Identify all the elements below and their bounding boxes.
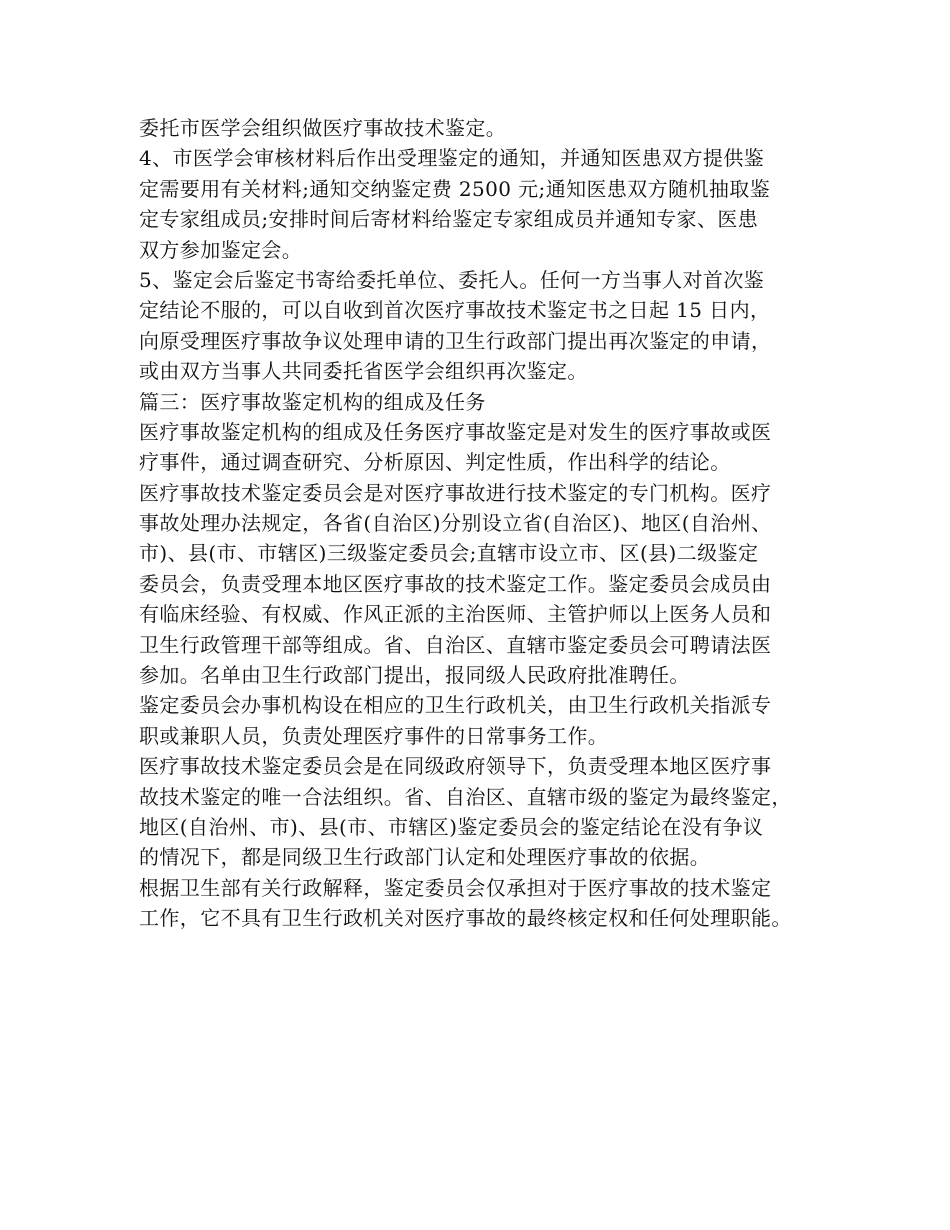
text-line: 或由双方当事人共同委托省医学会组织再次鉴定。 bbox=[139, 359, 588, 384]
text-line: 根据卫生部有关行政解释，鉴定委员会仅承担对于医疗事故的技术鉴定 bbox=[139, 875, 772, 900]
text-line: 的情况下，都是同级卫生行政部门认定和处理医疗事故的依据。 bbox=[139, 845, 711, 870]
text-line: 参加。名单由卫生行政部门提出，报同级人民政府批准聘任。 bbox=[139, 663, 690, 688]
text-line: 定专家组成员;安排时间后寄材料给鉴定专家组成员并通知专家、医患 bbox=[139, 207, 759, 232]
text-line: 5、鉴定会后鉴定书寄给委托单位、委托人。任何一方当事人对首次鉴 bbox=[139, 267, 765, 292]
text-line: 工作，它不具有卫生行政机关对医疗事故的最终核定权和任何处理职能。 bbox=[139, 906, 792, 931]
document-body bbox=[139, 113, 829, 934]
text-line: 疗事件，通过调查研究、分析原因、判定性质，作出科学的结论。 bbox=[139, 450, 731, 475]
text-line: 定需要用有关材料;通知交纳鉴定费 2500 元;通知医患双方随机抽取鉴 bbox=[139, 176, 771, 201]
text-line: 职或兼职人员，负责处理医疗事件的日常事务工作。 bbox=[139, 723, 609, 748]
text-line: 委托市医学会组织做医疗事故技术鉴定。 bbox=[139, 116, 507, 140]
text-line: 委员会，负责受理本地区医疗事故的技术鉴定工作。鉴定委员会成员由 bbox=[139, 571, 772, 596]
text-line: 鉴定委员会办事机构设在相应的卫生行政机关，由卫生行政机关指派专 bbox=[139, 693, 772, 718]
text-line: 医疗事故鉴定机构的组成及任务医疗事故鉴定是对发生的医疗事故或医 bbox=[139, 419, 772, 444]
text-line: 4、市医学会审核材料后作出受理鉴定的通知，并通知医患双方提供鉴 bbox=[139, 146, 765, 171]
text-line: 地区(自治州、市)、县(市、市辖区)鉴定委员会的鉴定结论在没有争议 bbox=[139, 814, 764, 839]
text-line: 医疗事故技术鉴定委员会是对医疗事故进行技术鉴定的专门机构。医疗 bbox=[139, 480, 772, 505]
text-line: 有临床经验、有权威、作风正派的主治医师、主管护师以上医务人员和 bbox=[139, 602, 772, 627]
text-line: 定结论不服的，可以自收到首次医疗事故技术鉴定书之日起 15 日内， bbox=[139, 298, 771, 323]
section-heading: 篇三：医疗事故鉴定机构的组成及任务 bbox=[139, 389, 486, 414]
text-line: 双方参加鉴定会。 bbox=[139, 237, 303, 262]
text-line: 向原受理医疗事故争议处理申请的卫生行政部门提出再次鉴定的申请， bbox=[139, 328, 772, 353]
text-line: 医疗事故技术鉴定委员会是在同级政府领导下，负责受理本地区医疗事 bbox=[139, 754, 772, 779]
text-line: 故技术鉴定的唯一合法组织。省、自治区、直辖市级的鉴定为最终鉴定， bbox=[139, 784, 792, 809]
text-line: 事故处理办法规定，各省(自治区)分别设立省(自治区)、地区(自治州、 bbox=[139, 511, 772, 536]
text-line: 卫生行政管理干部等组成。省、自治区、直辖市鉴定委员会可聘请法医 bbox=[139, 632, 772, 657]
text-line: 市)、县(市、市辖区)三级鉴定委员会;直辖市设立市、区(县)二级鉴定 bbox=[139, 541, 759, 566]
